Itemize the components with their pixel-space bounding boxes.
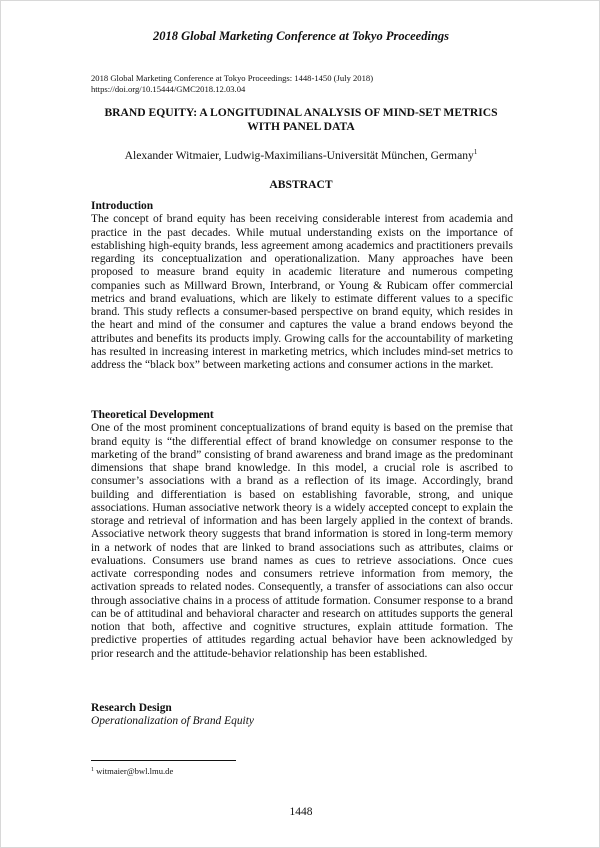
section-heading: Theoretical Development	[91, 409, 214, 421]
subsection-heading: Operationalization of Brand Equity	[91, 715, 254, 728]
footnote-email[interactable]: witmaier@bwl.lmu.de	[96, 766, 174, 776]
author-name: Alexander Witmaier, Ludwig-Maximilians-Universität München, Germany	[124, 149, 474, 162]
footnote-divider	[91, 760, 236, 761]
section-heading: Introduction	[91, 200, 154, 212]
abstract-heading: ABSTRACT	[269, 178, 333, 191]
section-paragraph: One of the most prominent conceptualizations of brand equity is based on the premise that brand equity is “the differential effect of brand knowledge on consumer response to the marketing of the brand” consisting of brand awareness and brand image as the predominant dimensions that shape brand knowledge. In this model, a crucial role is ascribed to consumer’s associations with a brand as a reflection of its image. Accordingly, brand building and differentiation is based on establishing favorable, strong, and unique associations. Human associative network theory is a widely accepted concept to explain the storage and retrieval of information and has been largely applied in the context of brands. Associative network theory suggests that brand information is stored in long-term memory in a network of nodes that are linked to brand associations such as attributes, claims or evaluations. Consumers use brand names as cues to retrieve associations. Once cues activate corresponding nodes and consumers retrieve information from memory, the activation spreads to related nodes. Consequently, a transfer of associations can also occur through associative chains in a process of attitude formation. Consumer response to a brand can be of attitudinal and behavioral character and research on attitudes supports the general notion that both, affective and cognitive structures, explain attitude formation. The predictive properties of attitudes regarding actual behavior have been acknowledged by prior research and the attitude-behavior relationship has been established.	[91, 422, 513, 660]
doi-link[interactable]: https://doi.org/10.15444/GMC2018.12.03.04	[91, 84, 246, 94]
theoretical-section	[91, 409, 513, 661]
citation-block	[91, 73, 373, 95]
introduction-section	[91, 200, 513, 372]
page-number: 1448	[289, 806, 313, 818]
footnote-mark: 1	[91, 767, 94, 773]
title-line: WITH PANEL DATA	[247, 120, 355, 133]
section-heading: Research Design	[91, 702, 172, 714]
paper-title	[81, 106, 521, 134]
citation-line: 2018 Global Marketing Conference at Tokyo Proceedings: 1448-1450 (July 2018)	[91, 73, 374, 83]
author-line	[1, 148, 600, 162]
research-design-section	[91, 702, 513, 729]
section-paragraph: The concept of brand equity has been receiving considerable interest from academia and practice in the past decades. While mutual understanding exists on the importance of establishing high-equity brands, less agreement among academics and practitioners prevails regarding its conceptualization and operationalization. Many approaches have been proposed to measure brand equity in academic literature and numerous competing companies such as Millward Brown, Interbrand, or Young & Rubicam offer commercial metrics and brand evaluations, which are likely to estimate different values to a specific brand. This study reflects a consumer-based perspective on brand equity, which resides in the heart and mind of the consumer and captures the value a brand endows beyond the attributes and benefits its products imply. Growing calls for the accountability of marketing has resulted in increasing interest in marketing metrics, which includes mind-set metrics to address the “black box” between marketing actions and consumer actions in the market.	[91, 213, 513, 371]
footnote-marker[interactable]: 1	[473, 148, 478, 156]
running-header: 2018 Global Marketing Conference at Tokyo Proceedings	[152, 29, 450, 43]
title-line: BRAND EQUITY: A LONGITUDINAL ANALYSIS OF MIND-SET METRICS	[104, 106, 498, 119]
footnote	[91, 766, 173, 776]
